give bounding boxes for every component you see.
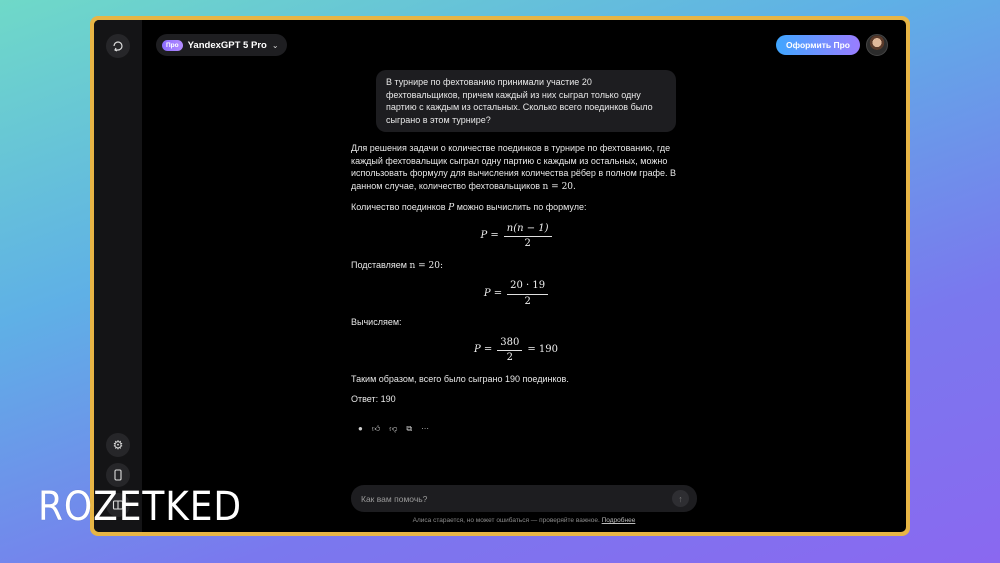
gear-icon: ⚙ bbox=[112, 438, 124, 452]
substitution-line: Подставляем n = 20: bbox=[351, 259, 444, 271]
formula-intro: Количество поединков P можно вычислить по формуле: bbox=[351, 202, 587, 213]
screen-frame bbox=[90, 16, 910, 536]
formula-general: P = $\frac{n(n - 1)}{2}$ bbox=[351, 223, 681, 251]
disclaimer: Алиса старается, но может ошибаться — проверяйте важное. Подробнее bbox=[412, 517, 636, 524]
model-name: YandexGPT 5 Pro bbox=[187, 39, 267, 51]
settings-button[interactable] bbox=[106, 433, 130, 457]
chevron-down-icon: ⌄ bbox=[271, 40, 279, 50]
answer-intro: Для решения задачи о количестве поединков в турнире по фехтованию, где каждый фехтовальщик сыграл одну партию с каждым из остальных, можно использовать формулу для вычисления количества рёбер в полном графе. В данном случае, количество фехтовальщиков n = 20. bbox=[351, 143, 676, 192]
message-actions bbox=[358, 424, 429, 434]
final-answer: Ответ: 190 bbox=[351, 394, 396, 404]
thumbs-up-icon[interactable]: 👍︎ bbox=[371, 424, 381, 433]
avatar[interactable] bbox=[866, 34, 888, 56]
prompt-box bbox=[351, 485, 697, 512]
formula-substituted: P = $\frac{20 \cdot 19}{2}$ bbox=[351, 280, 681, 308]
user-message: В турнире по фехтованию принимали участие 20 фехтовальщиков, причем каждый из них сыграл только одну партию с каждым из остальных. Сколько всего поединков было сыграно в этом турнире? bbox=[376, 70, 676, 132]
phone-icon bbox=[113, 469, 123, 481]
voice-icon[interactable]: ● bbox=[358, 424, 363, 433]
intro-math: n = 20. bbox=[542, 181, 576, 192]
conclusion: Таким образом, всего было сыграно 190 поединков. bbox=[351, 373, 569, 384]
fraction: $\frac{n(n - 1)}{2}$ bbox=[504, 223, 552, 251]
send-button[interactable] bbox=[672, 490, 689, 507]
more-icon[interactable]: ··· bbox=[421, 424, 430, 433]
watermark-logo: ROZETKED bbox=[38, 484, 243, 530]
get-pro-button[interactable]: Оформить Про bbox=[776, 35, 860, 55]
thumbs-down-icon[interactable]: 👎︎ bbox=[389, 424, 398, 433]
learn-more-link[interactable]: Подробнее bbox=[601, 517, 636, 524]
app-window bbox=[94, 20, 906, 532]
new-chat-button[interactable] bbox=[106, 34, 130, 58]
copy-icon[interactable]: ⧉ bbox=[406, 424, 413, 433]
sidebar bbox=[94, 20, 142, 532]
new-chat-icon bbox=[112, 40, 124, 52]
assistant-answer bbox=[351, 142, 681, 414]
formula-result: P = $\frac{380}{2}$ = 190 bbox=[473, 336, 559, 363]
fraction: $\frac{20 \cdot 19}{2}$ bbox=[507, 280, 548, 308]
fraction: $\frac{380}{2}$ bbox=[497, 337, 522, 365]
calc-line: Вычисляем: bbox=[351, 317, 402, 327]
prompt-input[interactable] bbox=[359, 493, 672, 505]
model-selector[interactable] bbox=[156, 34, 287, 56]
arrow-up-icon: ↑ bbox=[678, 493, 683, 504]
pro-badge: Про bbox=[162, 40, 183, 51]
